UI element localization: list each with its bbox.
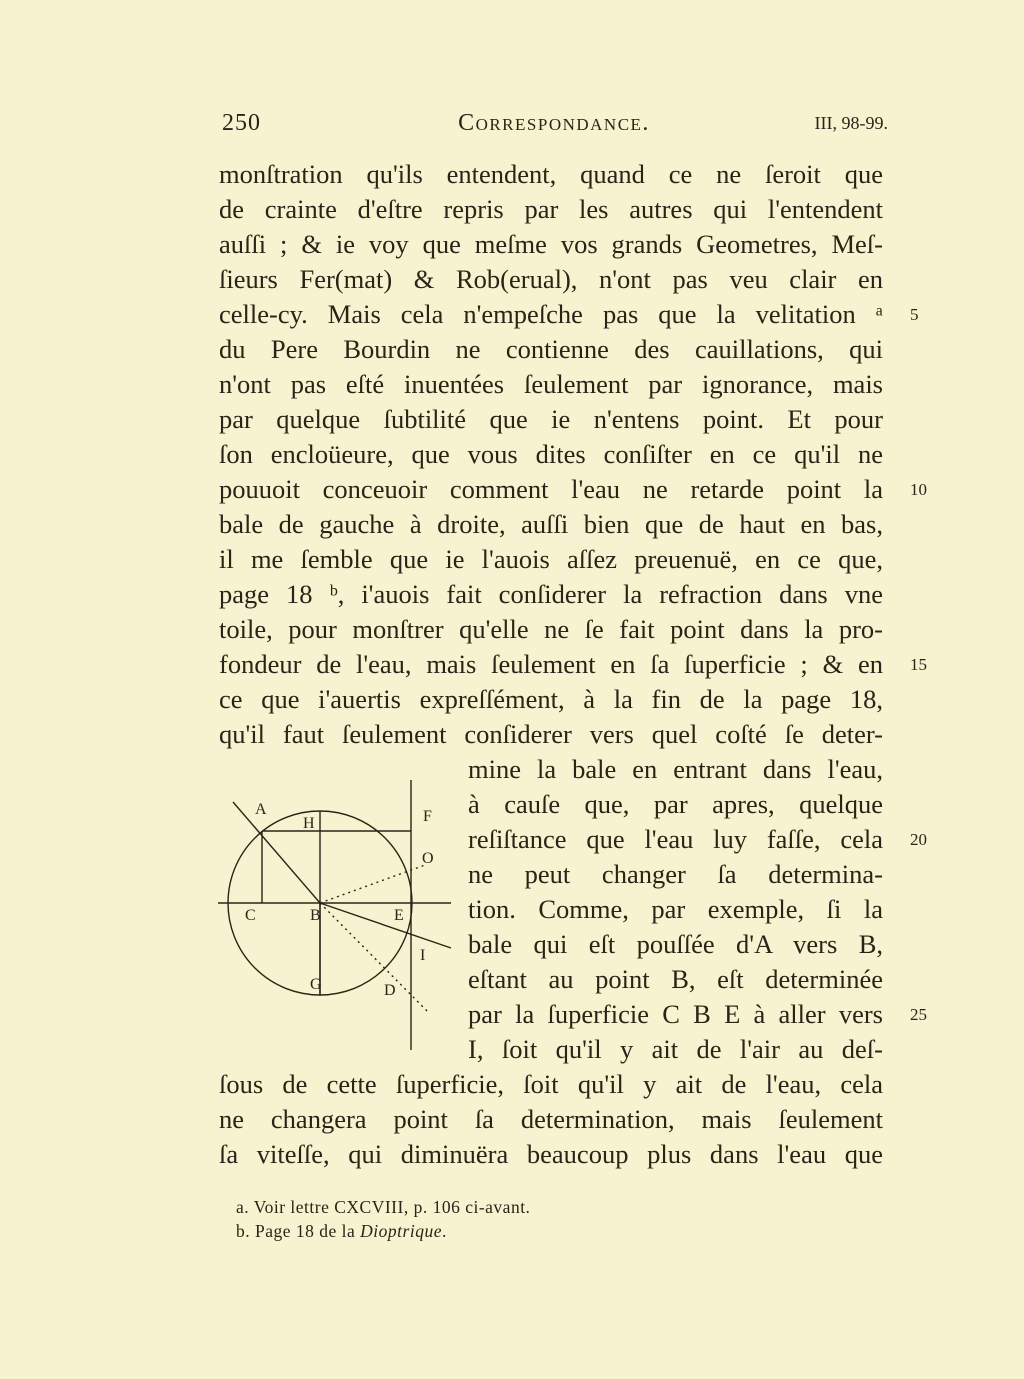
refraction-diagram [215, 770, 465, 1050]
text-line: qu'il faut ſeulement conſiderer vers quel coſté ſe deter- [219, 719, 883, 749]
label-e: E [394, 907, 404, 924]
volume-reference: III, 98-99. [814, 113, 888, 133]
label-b: B [310, 907, 321, 924]
text-line: I, ſoit qu'il y ait de l'air au deſ- [468, 1034, 883, 1064]
dotted-line-b-d [320, 903, 429, 1013]
text-line: de crainte d'eſtre repris par les autres qui l'entendent [219, 194, 883, 224]
text-line: eſtant au point B, eſt determinée [468, 964, 883, 994]
text-line: fondeur de l'eau, mais ſeulement en ſa ſuperficie ; & en [219, 649, 883, 679]
text-line: ſous de cette ſuperficie, ſoit qu'il y ait de l'eau, cela [219, 1069, 883, 1099]
text-line: ſon encloüeure, que vous dites conſiſter en ce qu'il ne [219, 439, 883, 469]
label-i: I [420, 947, 426, 964]
label-o: O [422, 850, 434, 867]
text-line: par quelque ſubtilité que ie n'entens point. Et pour [219, 404, 883, 434]
label-c: C [245, 907, 256, 924]
text-line: page 18 ᵇ, i'auois fait conſiderer la refraction dans vne [219, 579, 883, 609]
label-a: A [255, 801, 267, 818]
label-f: F [423, 808, 432, 825]
text-line: ſa viteſſe, qui diminuëra beaucoup plus dans l'eau que [219, 1139, 883, 1169]
page-number: 250 [222, 110, 261, 136]
footnote-b [236, 1219, 447, 1243]
text-line: pouuoit conceuoir comment l'eau ne retarde point la [219, 474, 883, 504]
text-line: reſiſtance que l'eau luy faſſe, cela [468, 824, 883, 854]
footnote-a: a. Voir lettre CXCVIII, p. 106 ci-avant. [236, 1197, 531, 1217]
text-line: auſſi ; & ie voy que meſme vos grands Geometres, Meſ- [219, 229, 883, 259]
text-line: tion. Comme, par exemple, ſi la [468, 894, 883, 924]
label-g: G [310, 976, 322, 993]
text-line: celle-cy. Mais cela n'empeſche pas que la velitation ᵃ [219, 299, 883, 329]
text-line: monſtration qu'ils entendent, quand ce ne ſeroit que [219, 159, 883, 189]
text-line: mine la bale en entrant dans l'eau, [468, 754, 883, 784]
dotted-line-b-o [320, 865, 425, 903]
page-title: Correspondance. [458, 110, 650, 136]
footnote-b-suffix: . [441, 1221, 447, 1241]
line-number: 15 [910, 655, 927, 674]
line-number: 10 [910, 480, 927, 499]
text-line: toile, pour monſtrer qu'elle ne ſe fait point dans la pro- [219, 614, 883, 644]
text-line: ce que i'auertis expreſſément, à la fin de la page 18, [219, 684, 883, 714]
text-line: par la ſuperficie C B E à aller vers [468, 999, 883, 1029]
text-line: n'ont pas eſté inuentées ſeulement par ignorance, mais [219, 369, 883, 399]
running-header [220, 110, 888, 144]
line-number: 25 [910, 1005, 927, 1024]
label-d: D [384, 982, 396, 999]
line-b-i [320, 903, 451, 948]
line-number: 20 [910, 830, 927, 849]
footnote-b-prefix: b. Page 18 de la [236, 1221, 361, 1241]
text-line: il me ſemble que ie l'auois aſſez preuenuë, en ce que, [219, 544, 883, 574]
footnote-b-title: Dioptrique [360, 1221, 442, 1241]
text-line: du Pere Bourdin ne contienne des cauillations, qui [219, 334, 883, 364]
line-number: 5 [910, 305, 919, 324]
text-line: ne peut changer ſa determina- [468, 859, 883, 889]
label-h: H [303, 815, 315, 832]
text-line: ſieurs Fer(mat) & Rob(erual), n'ont pas veu clair en [219, 264, 883, 294]
text-line: à cauſe que, par apres, quelque [468, 789, 883, 819]
text-line: ne changera point ſa determination, mais ſeulement [219, 1104, 883, 1134]
text-line: bale de gauche à droite, auſſi bien que de haut en bas, [219, 509, 883, 539]
text-line: bale qui eſt pouſſée d'A vers B, [468, 929, 883, 959]
